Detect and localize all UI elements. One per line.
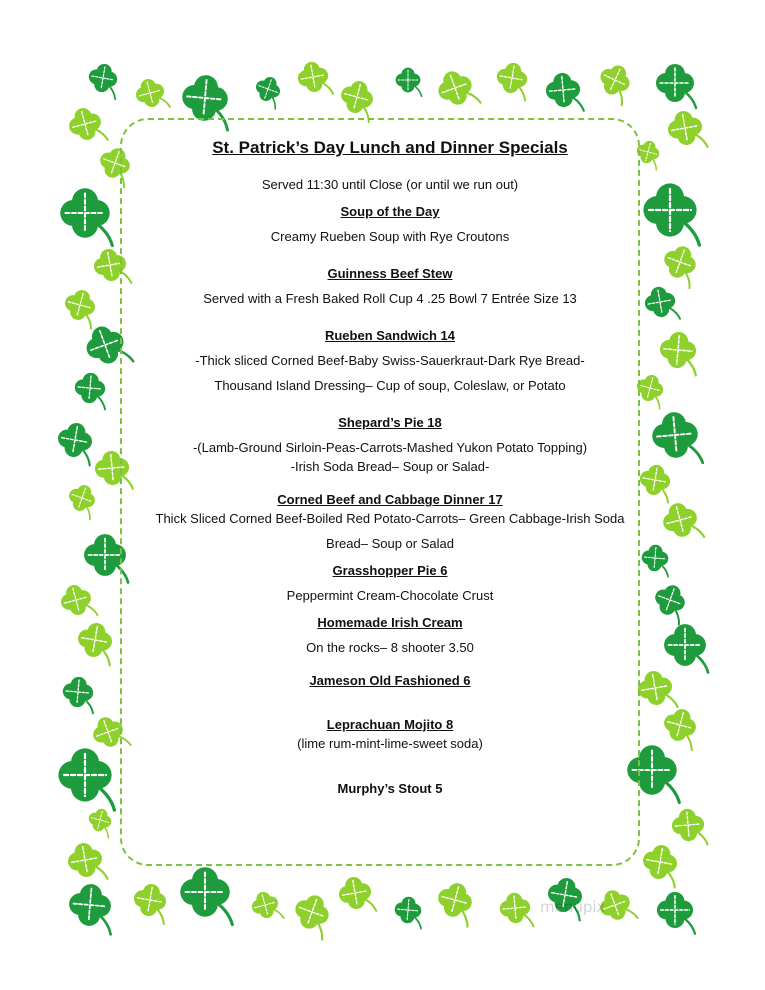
shamrock-icon <box>57 581 97 623</box>
item-rueben-name: Rueben Sandwich 14 <box>324 328 456 343</box>
shamrock-icon <box>649 581 691 625</box>
item-stew-name: Guinness Beef Stew <box>327 266 453 281</box>
shamrock-icon <box>65 104 108 149</box>
shamrock-icon <box>130 881 170 924</box>
shamrock-icon <box>657 892 695 934</box>
item-soup-name: Soup of the Day <box>340 204 440 219</box>
item-cornedbeef-desc-1: Thick Sliced Corned Beef-Boiled Red Potato-Carrots– Green Cabbage-Irish Soda <box>155 511 625 526</box>
shamrock-icon <box>658 330 699 375</box>
shamrock-icon <box>650 410 702 467</box>
shamrock-icon <box>659 499 704 547</box>
item-stew-desc: Served with a Fresh Baked Roll Cup 4 .25 Bowl 7 Entrée Size 13 <box>203 291 577 306</box>
item-cornedbeef-name: Corned Beef and Cabbage Dinner 17 <box>277 492 503 507</box>
item-murphys-name: Murphy’s Stout 5 <box>337 781 443 796</box>
item-mojito-name: Leprachuan Mojito 8 <box>326 717 454 732</box>
item-rueben-desc-1: -Thick sliced Corned Beef-Baby Swiss-Sauerkraut-Dark Rye Bread- <box>195 353 585 368</box>
item-rueben-desc-2: Thousand Island Dressing– Cup of soup, Coleslaw, or Potato <box>214 378 566 393</box>
shamrock-icon <box>643 183 699 245</box>
item-cornedbeef-desc-2: Bread– Soup or Salad <box>326 536 454 551</box>
shamrock-icon <box>393 896 424 929</box>
item-jameson-name: Jameson Old Fashioned 6 <box>309 673 471 688</box>
shamrock-icon <box>593 60 637 105</box>
shamrock-icon <box>658 241 703 288</box>
shamrock-icon <box>61 676 96 714</box>
item-shepards-name: Shepard’s Pie 18 <box>338 415 442 430</box>
shamrock-icon <box>85 806 115 838</box>
shamrock-icon <box>58 748 114 810</box>
item-shepards-desc-1: -(Lamb-Ground Sirloin-Peas-Carrots-Mashed Yukon Potato Topping) <box>192 440 588 455</box>
item-shepards-desc-2: -Irish Soda Bread– Soup or Salad- <box>290 459 490 474</box>
item-irishcream-name: Homemade Irish Cream <box>317 615 463 630</box>
shamrock-icon <box>295 59 333 99</box>
shamrock-icon <box>639 842 681 887</box>
watermark: menupix <box>540 898 606 916</box>
shamrock-icon <box>494 60 532 100</box>
shamrock-icon <box>54 420 96 465</box>
item-grasshopper-name: Grasshopper Pie 6 <box>332 563 448 578</box>
shamrock-icon <box>664 624 708 672</box>
shamrock-icon <box>86 61 121 99</box>
shamrock-icon <box>64 481 101 520</box>
shamrock-icon <box>74 620 116 665</box>
menu-title: St. Patrick’s Day Lunch and Dinner Specials <box>212 138 568 157</box>
shamrock-icon <box>544 71 583 114</box>
menu-content <box>135 138 645 798</box>
shamrock-icon <box>659 705 702 750</box>
shamrock-icon <box>251 73 285 109</box>
shamrock-icon <box>73 372 108 410</box>
shamrock-icon <box>499 891 534 929</box>
shamrock-icon <box>336 874 376 917</box>
shamrock-icon <box>288 890 335 940</box>
shamrock-icon <box>642 284 680 324</box>
item-mojito-desc: (lime rum-mint-lime-sweet soda) <box>297 736 483 751</box>
shamrock-icon <box>60 188 112 245</box>
item-irishcream-desc: On the rocks– 8 shooter 3.50 <box>306 640 474 655</box>
shamrock-icon <box>396 68 422 97</box>
item-grasshopper-desc: Peppermint Cream-Chocolate Crust <box>286 588 494 603</box>
shamrock-icon <box>65 840 107 885</box>
shamrock-icon <box>133 75 171 115</box>
shamrock-icon <box>433 879 478 927</box>
shamrock-icon <box>67 882 115 934</box>
menu-subtitle: Served 11:30 until Close (or until we run out) <box>261 177 519 192</box>
shamrock-icon <box>656 64 696 108</box>
shamrock-icon <box>671 807 708 847</box>
shamrock-icon <box>433 65 480 115</box>
shamrock-icon <box>249 888 284 925</box>
shamrock-icon <box>180 867 232 924</box>
item-soup-desc: Creamy Rueben Soup with Rye Croutons <box>270 229 510 244</box>
shamrock-icon <box>336 77 379 122</box>
shamrock-icon <box>60 286 100 328</box>
shamrock-icon <box>665 108 707 153</box>
